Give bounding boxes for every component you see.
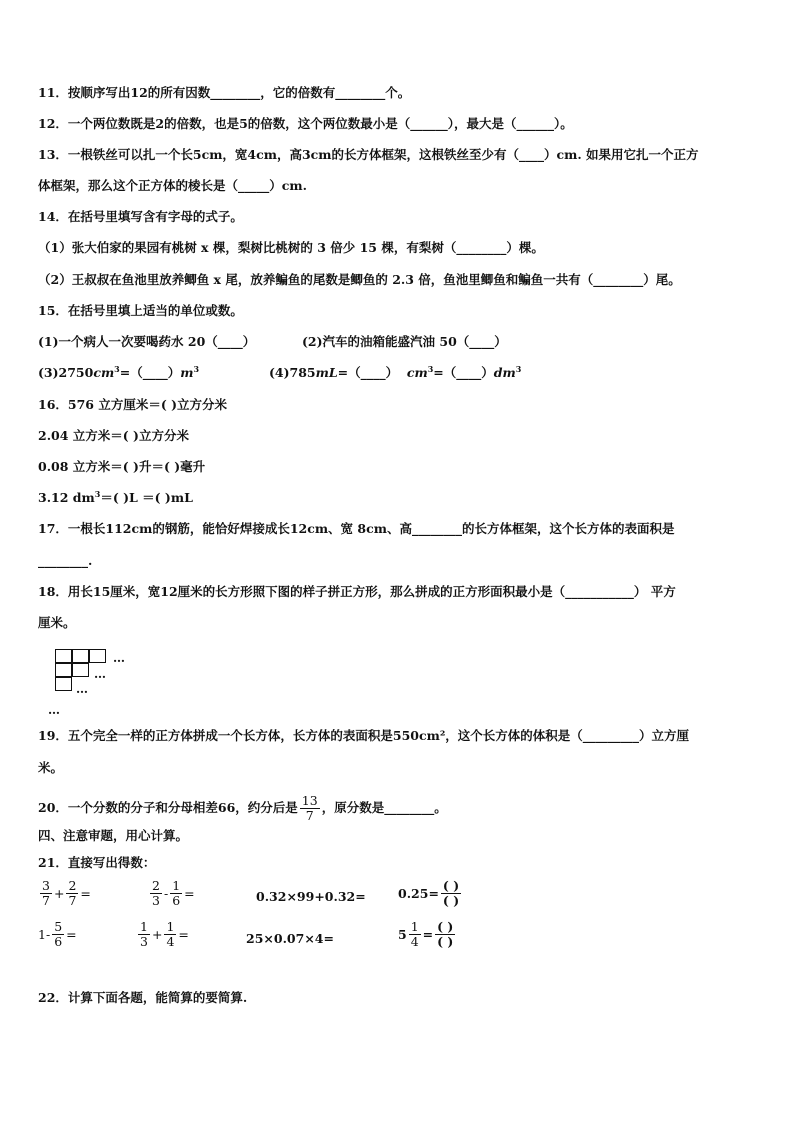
question-21: 21．直接写出得数：	[38, 855, 156, 870]
expr-a: $\frac{3}{7}$ + $\frac{2}{7}$ =	[42, 878, 91, 908]
question-15-part4: (4)785mL=（____） $cm^3=(\_\_\_\_)dm^3$	[269, 363, 522, 380]
ellipsis-row1: …	[113, 651, 125, 665]
question-15-part1: (1)一个病人一次要喝药水 20（____）	[38, 334, 256, 349]
question-11: 11．按顺序写出12的所有因数________，它的倍数有________个。	[38, 85, 411, 100]
question-15-part3: $(3)2750cm^3=(\_\_\_\_)m^3$	[38, 363, 200, 380]
expr-d: 0.25= $\frac{( )}{( )}$	[398, 878, 460, 908]
ellipsis-row2: …	[94, 667, 106, 681]
question-17-line2: ________.	[38, 553, 93, 568]
question-20: 20．一个分数的分子和分母相差66，约分后是 $\frac{13}{7}$ ，原分数是________。	[38, 792, 447, 823]
question-16-line2: 2.04 立方米＝( )立方分米	[38, 428, 189, 443]
question-19-line2: 米。	[38, 760, 64, 775]
expr-c: 0.32×99+0.32=	[256, 889, 366, 904]
question-19-line1: 19．五个完全一样的正方体拼成一个长方体，长方体的表面积是550cm²，这个长方体的体积是（_________）立方厘	[38, 728, 690, 743]
expr-e: 1- $\frac{5}{6}$ =	[38, 919, 77, 949]
question-16-line1: 16．576 立方厘米＝( )立方分米	[38, 397, 228, 412]
question-13-line2: 体框架，那么这个正方体的棱长是（_____）cm.	[38, 178, 307, 193]
question-18-line2: 厘米。	[38, 615, 76, 630]
question-14: 14．在括号里填写含有字母的式子。	[38, 209, 243, 224]
ellipsis-row4: …	[48, 703, 60, 717]
question-16-line3: 0.08 立方米＝( )升＝( )毫升	[38, 459, 206, 474]
question-15-part2: (2)汽车的油箱能盛汽油 50（____）	[302, 334, 507, 349]
question-15: 15．在括号里填上适当的单位或数。	[38, 303, 243, 318]
question-12: 12．一个两位数既是2的倍数，也是5的倍数，这个两位数最小是（______），最大是（______）。	[38, 116, 573, 131]
question-16-line4: 3.12 $dm^3=$( )L ＝( )mL	[38, 488, 193, 505]
expr-h: 5 $\frac{1}{4}$ = $\frac{( )}{( )}$	[398, 919, 454, 949]
question-18-line1: 18．用长15厘米，宽12厘米的长方形照下图的样子拼正方形，那么拼成的正方形面积最小是（___________） 平方	[38, 584, 676, 599]
section-4-heading: 四、注意审题，用心计算。	[38, 828, 189, 843]
expr-b: $\frac{2}{3}$ - $\frac{1}{6}$ =	[152, 878, 195, 908]
question-13-line1: 13．一根铁丝可以扎一个长5cm，宽4cm，高3cm的长方体框架，这根铁丝至少有（____）cm. 如果用它扎一个正方	[38, 147, 699, 162]
ellipsis-row3: …	[76, 682, 88, 696]
expr-g: 25×0.07×4=	[246, 931, 334, 946]
question-14-part1: （1）张大伯家的果园有桃树 x 棵，梨树比桃树的 3 倍少 15 棵，有梨树（________）棵。	[38, 240, 544, 255]
question-17-line1: 17．一根长112cm的钢筋，能恰好焊接成长12cm、宽 8cm、高________的长方体框架，这个长方体的表面积是	[38, 521, 675, 536]
question-22: 22．计算下面各题，能简算的要简算.	[38, 990, 248, 1005]
expr-f: $\frac{1}{3}$ + $\frac{1}{4}$ =	[140, 919, 189, 949]
question-14-part2: （2）王叔叔在鱼池里放养鲫鱼 x 尾，放养鳊鱼的尾数是鲫鱼的 2.3 倍，鱼池里鲫鱼和鳊鱼一共有（________）尾。	[38, 272, 681, 287]
